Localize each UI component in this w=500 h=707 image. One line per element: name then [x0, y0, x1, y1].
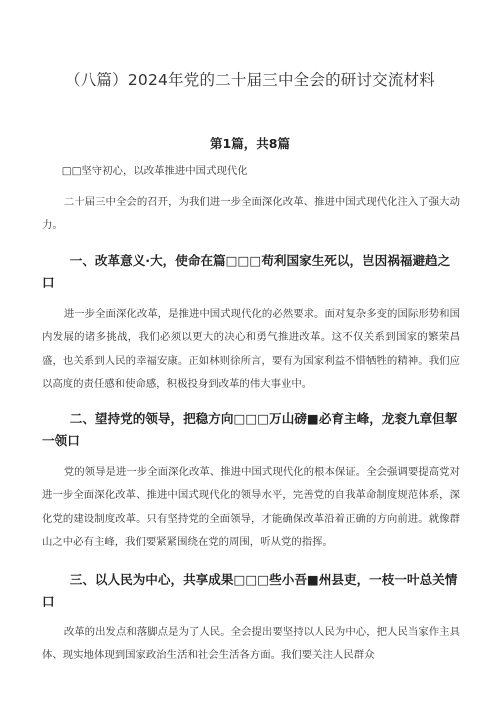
document-title: （八篇）2024年党的二十届三中全会的研讨交流材料 [65, 71, 435, 89]
section-paragraph-3: 改革的出发点和落脚点是为了人民。全会提出要坚持以人民为中心，把人民当家作主具体、现实地体现到国家政治生活和社会生活各方面。我们要关注人民群众 [42, 625, 460, 661]
section-heading-3: 三、以人民为中心，共享成果□□□些小吾■州县吏，一枝一叶总关情口 [42, 571, 458, 609]
part-label: 第1篇，共8篇 [210, 136, 290, 151]
section-heading-2: 二、望持党的领导，把稳方向□□□万山磅■必育主峰，龙衮九章但挈一领口 [42, 410, 458, 448]
section-paragraph-1: 进一步全面深化改革，是推进中国式现代化的必然要求。面对复杂多变的国际形势和国内发展的诸多挑战，我们必须以更大的决心和勇气推进改革。这不仅关系到国家的繁荣昌盛，也关系到人民的幸福安康。正如林则徐所言，要有为国家利益不惜牺牲的精神。我们应以高度的责任感和使命感，积极投身到改革的伟大事业中。 [42, 307, 460, 390]
intro-paragraph: 二十届三中全会的召开，为我们进一步全面深化改革、推进中国式现代化注入了强大动力。 [42, 195, 460, 231]
document-body [42, 160, 460, 668]
section-heading-1: 一、改革意义·大，使命在篇□□□苟利国家生死以，岂因祸福避趋之口 [42, 252, 451, 290]
section-paragraph-2: 党的领导是进一步全面深化改革、推进中国式现代化的根本保证。全会强调要提高党对进一步全面深化改革、推进中国式现代化的领导水平，完善党的自我革命制度规范体系，深化党的建设制度改革。只有坚持党的全面领导，才能确保改革沿着正确的方向前进。就像群山之中必有主峰，我们要紧紧围绕在党的周围，听从党的指挥。 [42, 465, 460, 548]
document-subtitle: □□坚守初心，以改革推进中国式现代化 [61, 165, 248, 177]
